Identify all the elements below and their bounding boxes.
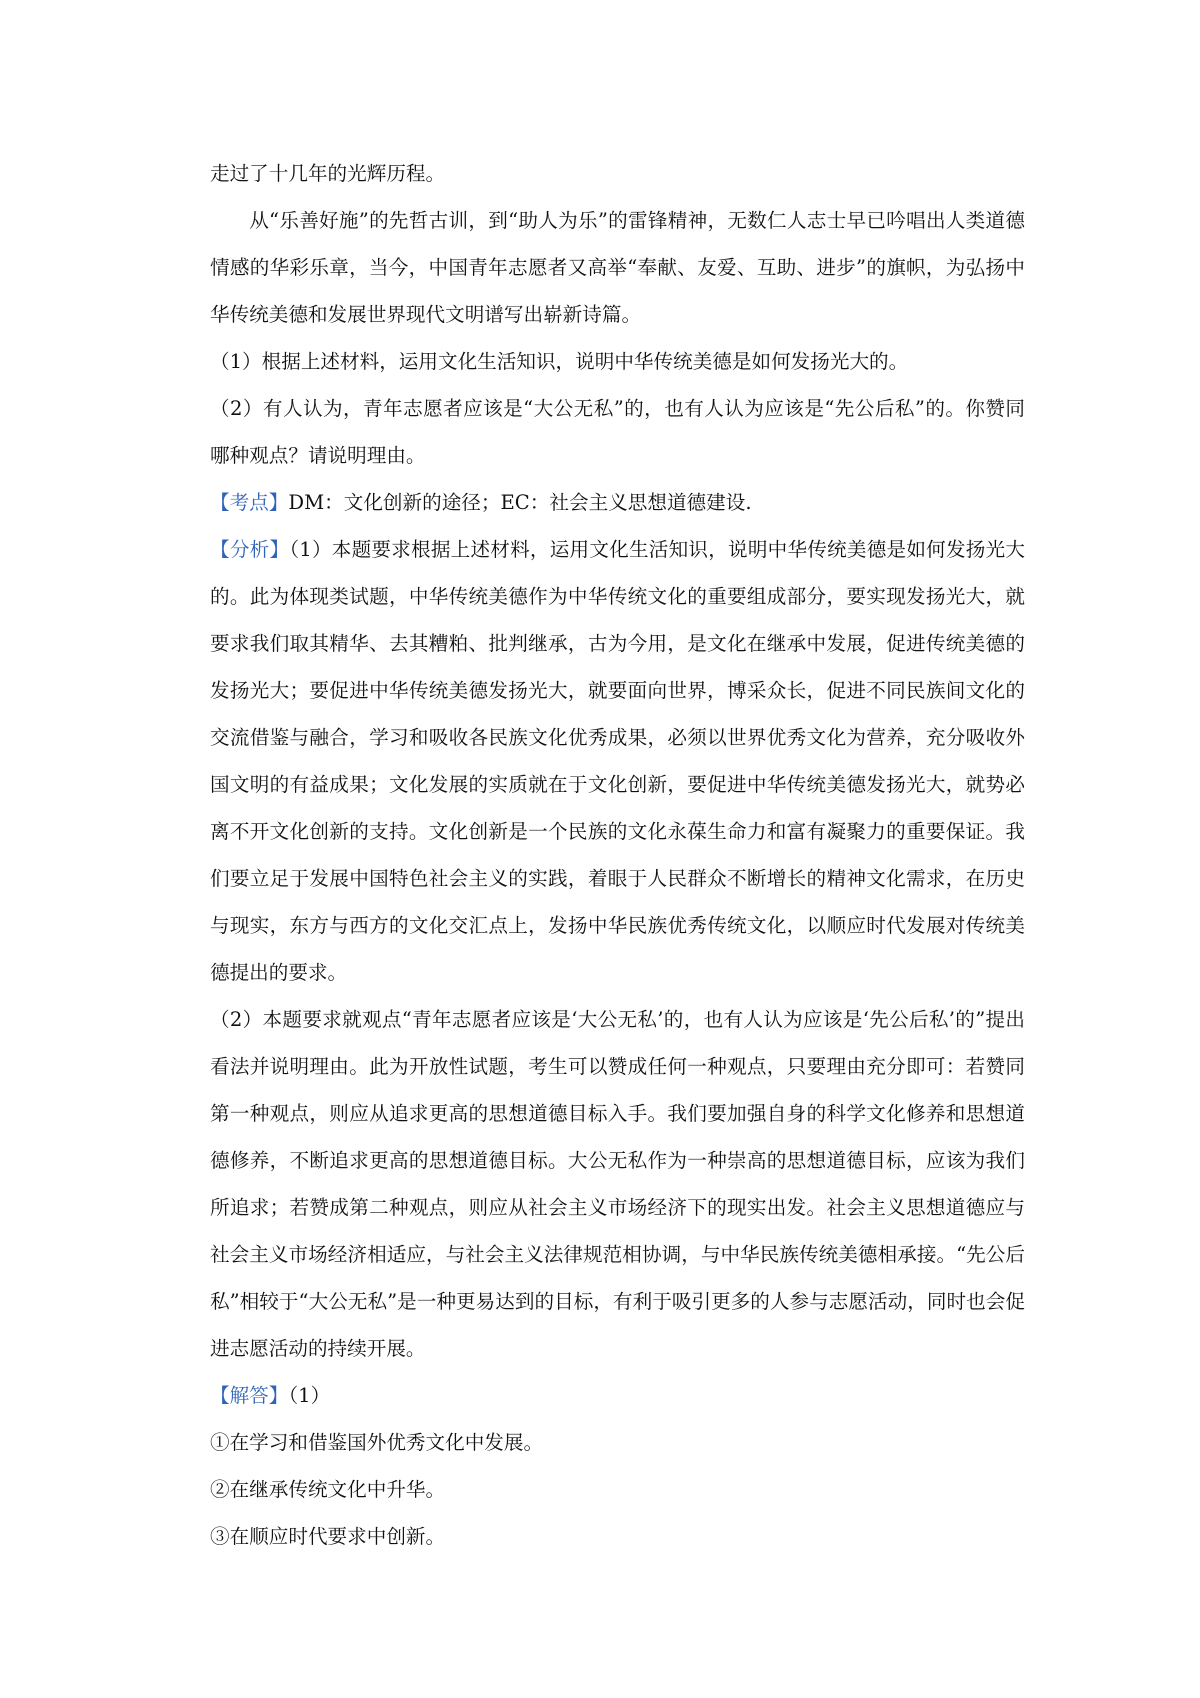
material-paragraph: 从“乐善好施”的先哲古训，到“助人为乐”的雷锋精神，无数仁人志士早已吟唱出人类道德情感的华彩乐章，当今，中国青年志愿者又高举“奉献、友爱、互助、进步”的旗帜，为弘扬中华传统美德和发展世界现代文明谱写出崭新诗篇。 — [210, 209, 1025, 326]
question-2: （2）有人认为，青年志愿者应该是“大公无私”的，也有人认为应该是“先公后私”的。你赞同哪种观点？请说明理由。 — [210, 397, 1025, 467]
kaodian-label: 【考点】 — [210, 491, 289, 514]
question-1: （1）根据上述材料，运用文化生活知识，说明中华传统美德是如何发扬光大的。 — [210, 350, 909, 373]
answer-item: ②在继承传统文化中升华。 — [210, 1478, 446, 1501]
fenxi-section — [210, 526, 1025, 996]
answer-item: ①在学习和借鉴国外优秀文化中发展。 — [210, 1431, 544, 1454]
jieda-section — [210, 1372, 1025, 1419]
kaodian-text: DM：文化创新的途径；EC：社会主义思想道德建设. — [288, 491, 752, 514]
continuation-line: 走过了十几年的光辉历程。 — [210, 162, 446, 185]
document-page — [210, 150, 1025, 1560]
fenxi-text-1: （1）本题要求根据上述材料，运用文化生活知识，说明中华传统美德是如何发扬光大的。此为体现类试题，中华传统美德作为中华传统文化的重要组成部分，要实现发扬光大，就要求我们取其精华、去其糟粕、批判继承，古为今用，是文化在继承中发展，促进传统美德的发扬光大；要促进中华传统美德发扬光大，就要面向世界，博采众长，促进不同民族间文化的交流借鉴与融合，学习和吸收各民族文化优秀成果，必须以世界优秀文化为营养，充分吸收外国文明的有益成果；文化发展的实质就在于文化创新，要促进中华传统美德发扬光大，就势必离不开文化创新的支持。文化创新是一个民族的文化永葆生命力和富有凝聚力的重要保证。我们要立足于发展中国特色社会主义的实践，着眼于人民群众不断增长的精神文化需求，在历史与现实，东方与西方的文化交汇点上，发扬中华民族优秀传统文化，以顺应时代发展对传统美德提出的要求。 — [210, 538, 1026, 984]
answer-item: ③在顺应时代要求中创新。 — [210, 1525, 446, 1548]
fenxi-text-2: （2）本题要求就观点“青年志愿者应该是‘大公无私’的，也有人认为应该是‘先公后私’的”提出看法并说明理由。此为开放性试题，考生可以赞成任何一种观点，只要理由充分即可：若赞同第一种观点，则应从追求更高的思想道德目标入手。我们要加强自身的科学文化修养和思想道德修养，不断追求更高的思想道德目标。大公无私作为一种崇高的思想道德目标，应该为我们所追求；若赞成第二种观点，则应从社会主义市场经济下的现实出发。社会主义思想道德应与社会主义市场经济相适应，与社会主义法律规范相协调，与中华民族传统美德相承接。“先公后私”相较于“大公无私”是一种更易达到的目标，有利于吸引更多的人参与志愿活动，同时也会促进志愿活动的持续开展。 — [210, 1008, 1025, 1360]
fenxi-label: 【分析】 — [210, 538, 290, 561]
jieda-text: （1） — [288, 1384, 331, 1407]
jieda-label: 【解答】 — [210, 1384, 289, 1407]
kaodian-section — [210, 479, 1025, 526]
